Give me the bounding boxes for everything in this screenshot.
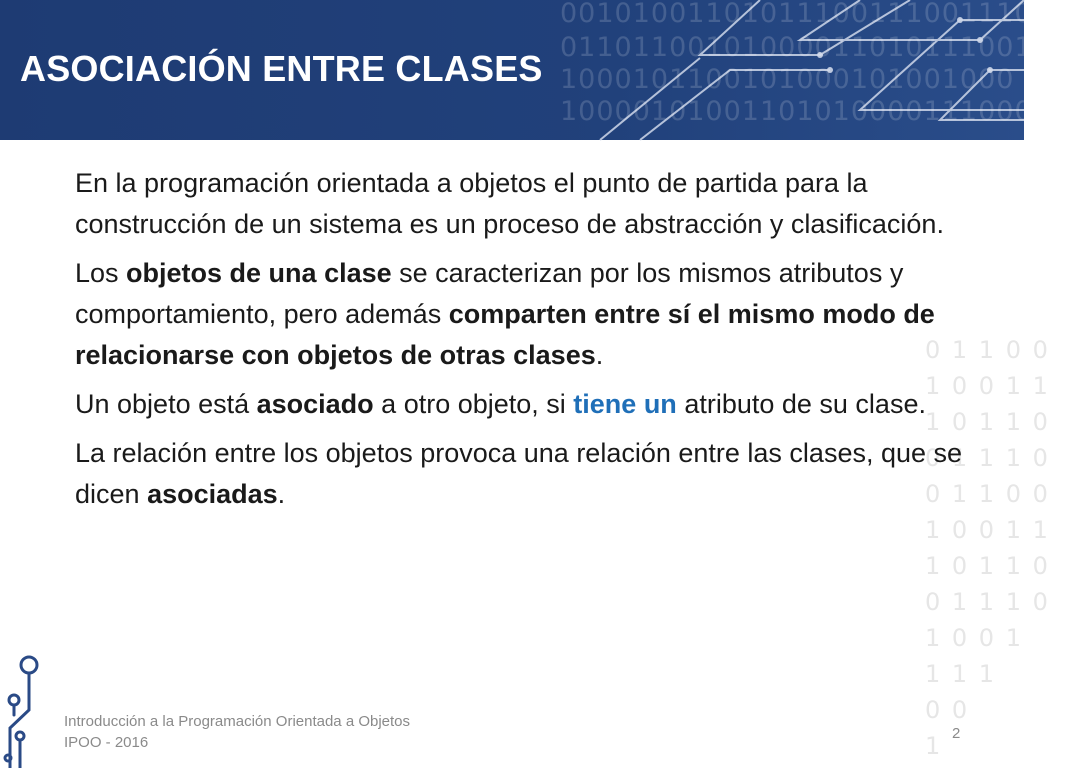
- body-text: Un objeto está: [75, 389, 257, 419]
- side-binary-line: 1 0 0 1 1: [925, 372, 1050, 400]
- emphasis-text: asociado: [256, 389, 374, 419]
- footer-course: Introducción a la Programación Orientada a Objetos: [64, 713, 411, 730]
- header-binary-line: 10000101001101010000111000: [560, 96, 1033, 127]
- body-paragraph: [75, 433, 975, 515]
- body-text: a otro objeto, si: [373, 389, 574, 419]
- body-text: En la programación orientada a objetos el punto de partida para la construcción de un sistema es un proceso de abstracción y clasificación.: [75, 168, 944, 239]
- side-binary-line: 0 1 1 0 0: [925, 480, 1050, 508]
- circuit-trace-icon: [0, 640, 60, 768]
- emphasis-text: tiene un: [573, 389, 677, 419]
- emphasis-text: asociadas: [147, 479, 278, 509]
- body-text: .: [595, 340, 604, 370]
- side-binary-line: 1 0 1 1 0: [925, 552, 1050, 580]
- body-text: .: [277, 479, 286, 509]
- header-binary-line: 1000101100101000101001000: [560, 64, 1015, 95]
- header-binary-line: 01101100101000011010111001: [560, 32, 1033, 63]
- footer: [64, 711, 410, 753]
- body-text: Los: [75, 258, 127, 288]
- body-text: La relación entre los objetos provoca una relación entre las clases, que se dicen: [75, 438, 963, 509]
- side-binary-line: 1 0 0 1: [925, 624, 1023, 652]
- body-paragraph: [75, 253, 975, 376]
- side-binary-line: 0 1 1 1 0: [925, 588, 1050, 616]
- side-binary-line: 1 0 1 1 0: [925, 408, 1050, 436]
- side-binary-line: 1 0 0 1 1: [925, 516, 1050, 544]
- side-binary-line: 1: [925, 732, 943, 760]
- body-text: se caracterizan por los mismos atributos y comportamiento, pero además: [75, 258, 904, 329]
- footer-edition: IPOO - 2016: [64, 734, 149, 751]
- slide-title: ASOCIACIÓN ENTRE CLASES: [20, 48, 543, 89]
- body-text: atributo de su clase.: [676, 389, 926, 419]
- side-binary-line: 0 1 1 0 0: [925, 336, 1050, 364]
- slide-body: [75, 163, 975, 523]
- side-binary-line: 1 1 1: [925, 660, 997, 688]
- title-banner: [0, 0, 1069, 140]
- header-binary-line: 0010100110101110011100111011: [560, 0, 1069, 29]
- body-paragraph: [75, 384, 975, 425]
- body-paragraph: [75, 163, 975, 245]
- emphasis-text: comparten entre sí el mismo modo de relacionarse con objetos de otras clases: [75, 299, 935, 370]
- side-binary-line: 0 0: [925, 696, 970, 724]
- page-number: 2: [952, 725, 961, 742]
- side-binary-line: 0 1 1 1 0: [925, 444, 1050, 472]
- emphasis-text: objetos de una clase: [126, 258, 392, 288]
